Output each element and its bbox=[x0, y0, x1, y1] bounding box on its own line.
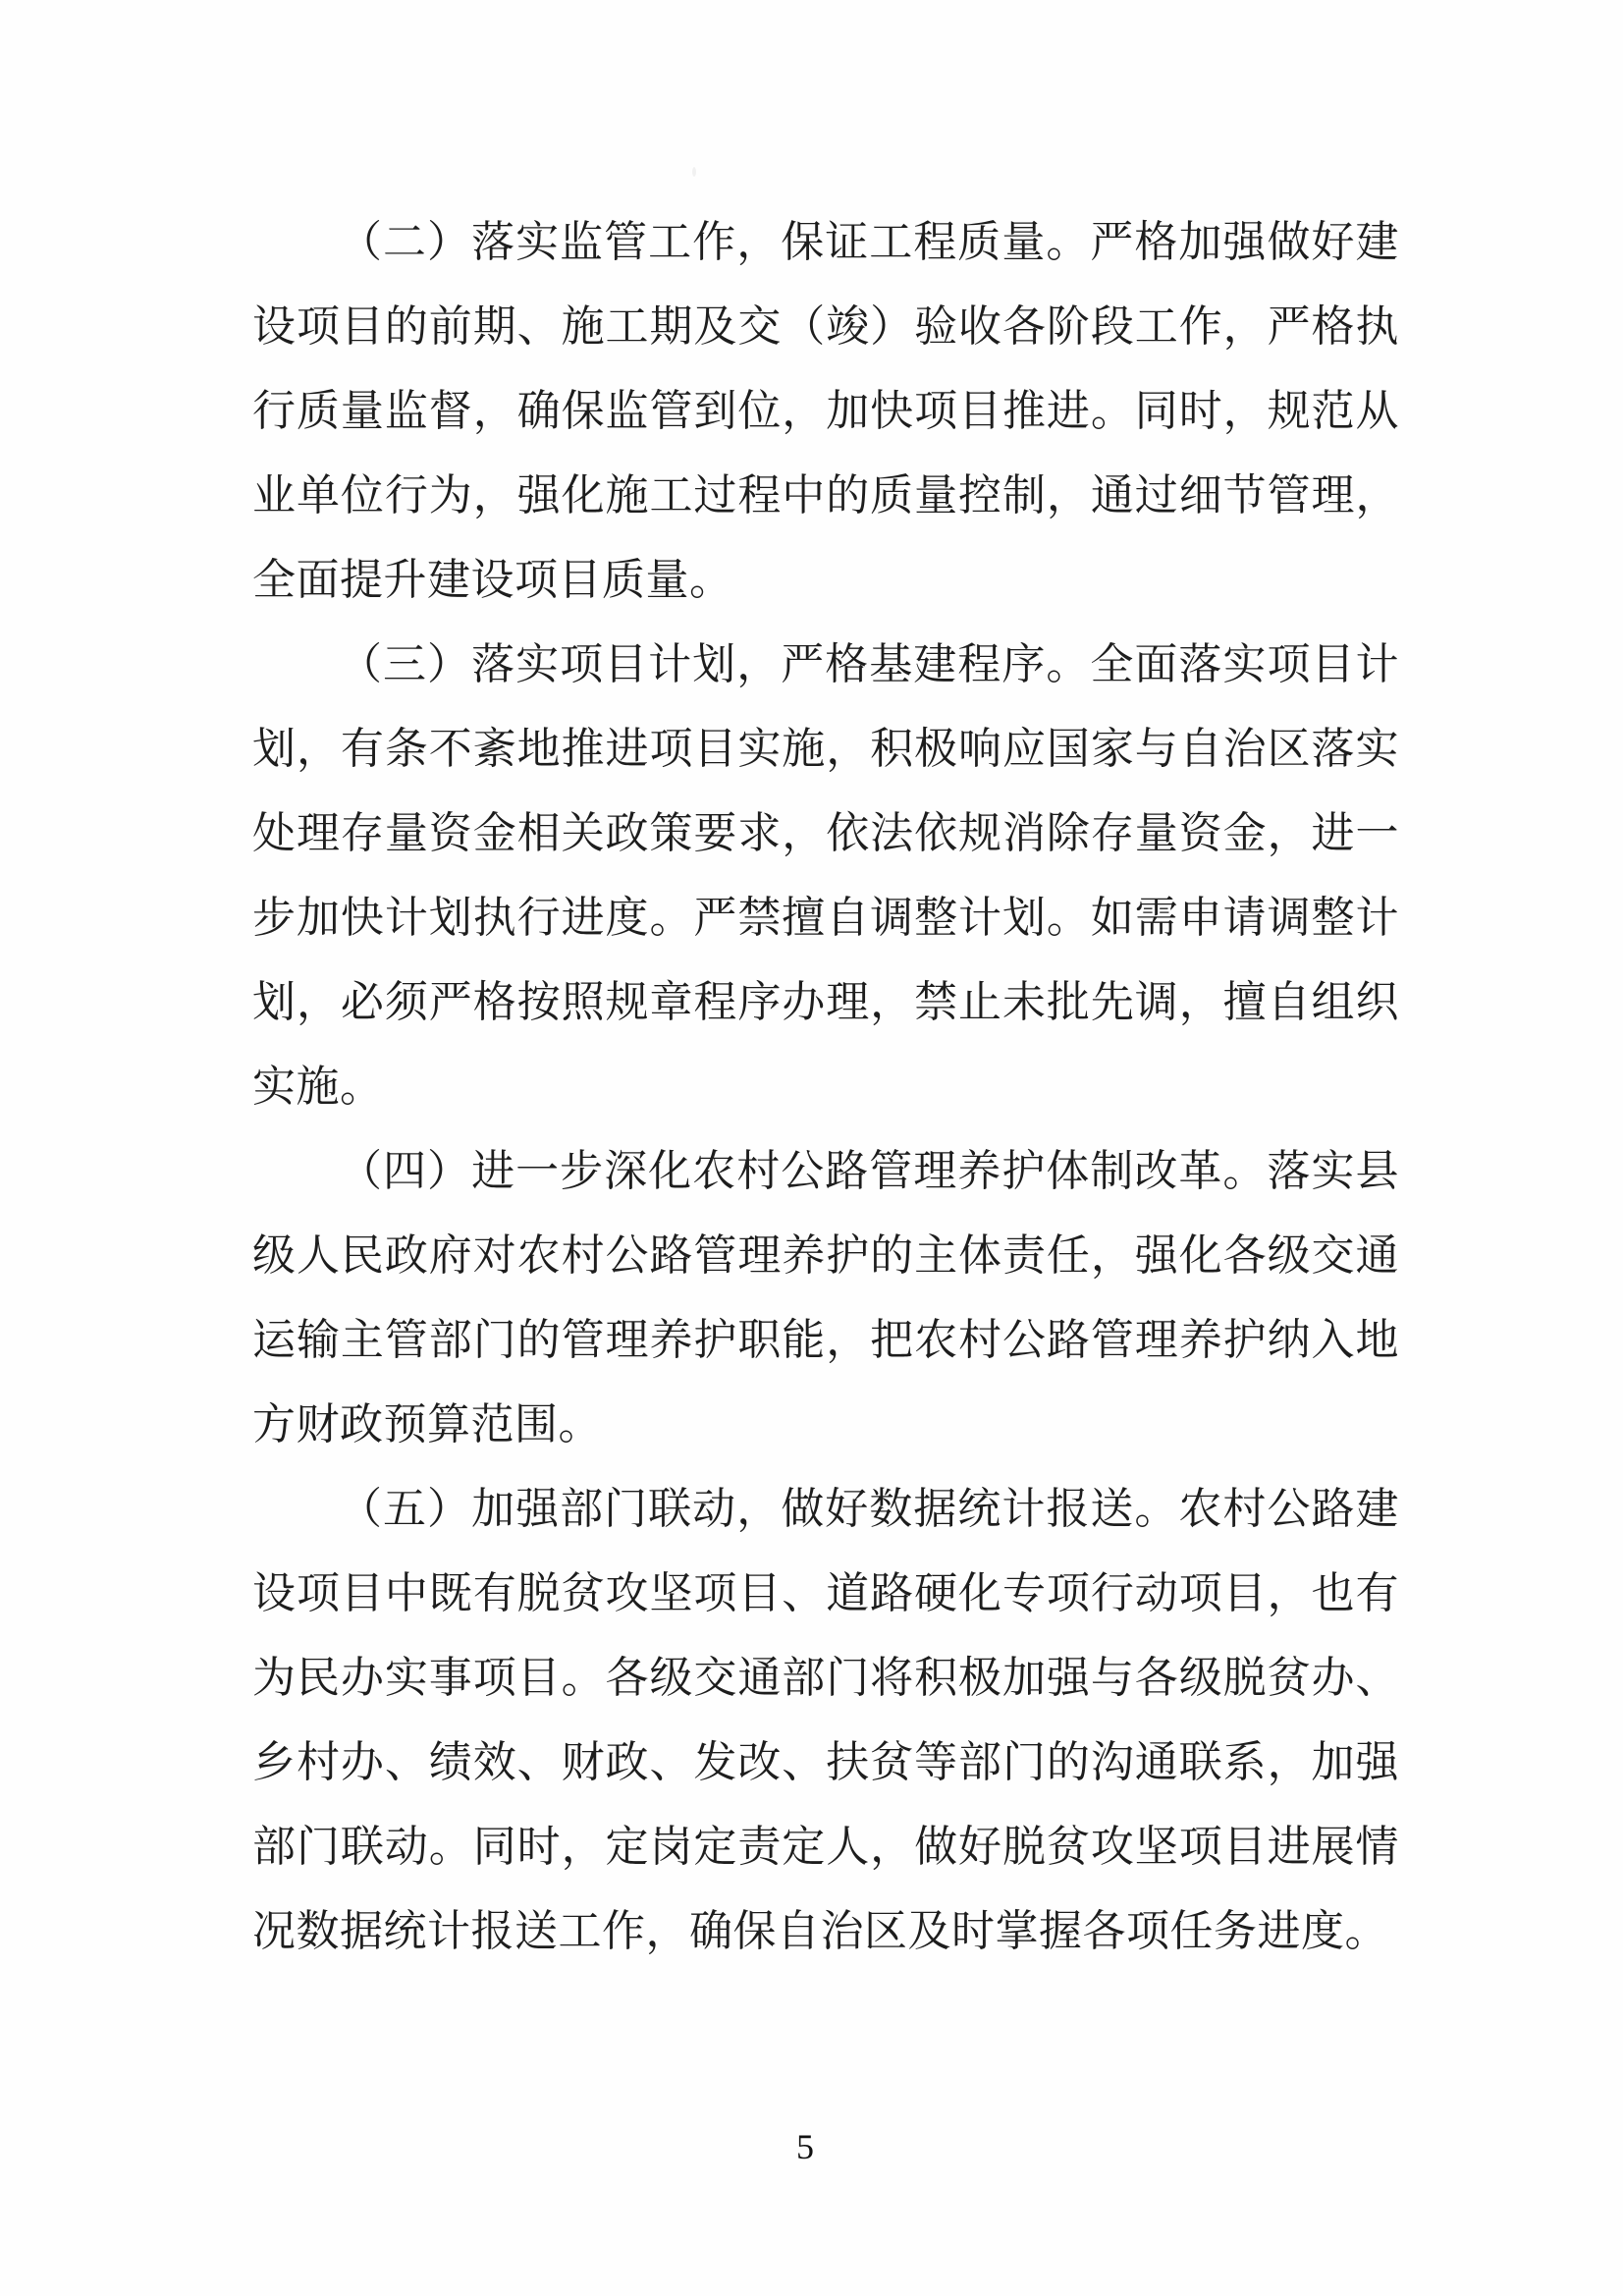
text-line: 况数据统计报送工作，确保自治区及时掌握各项任务进度。 bbox=[252, 1907, 1388, 1955]
text-line: 级人民政府对农村公路管理养护的主体责任，强化各级交通 bbox=[252, 1231, 1399, 1280]
text-line: 设项目的前期、施工期及交（竣）验收各阶段工作，严格执 bbox=[252, 302, 1399, 351]
text-line: （二）落实监管工作，保证工程质量。严格加强做好建 bbox=[339, 218, 1399, 266]
text-line: 业单位行为，强化施工过程中的质量控制，通过细节管理， bbox=[252, 471, 1399, 519]
text-line: 步加快计划执行进度。严禁擅自调整计划。如需申请调整计 bbox=[252, 894, 1399, 942]
text-line: 全面提升建设项目质量。 bbox=[252, 556, 733, 604]
text-line: 方财政预算范围。 bbox=[252, 1400, 602, 1449]
page-number: 5 bbox=[796, 2127, 814, 2166]
text-line: 部门联动。同时，定岗定责定人，做好脱贫攻坚项目进展情 bbox=[252, 1823, 1399, 1871]
text-line: 运输主管部门的管理养护职能，把农村公路管理养护纳入地 bbox=[252, 1316, 1399, 1364]
text-line: 划，必须严格按照规章程序办理，禁止未批先调，擅自组织 bbox=[252, 978, 1399, 1026]
paragraph-3 bbox=[252, 1129, 1399, 1467]
text-line: （四）进一步深化农村公路管理养护体制改革。落实县 bbox=[339, 1147, 1399, 1195]
text-line: （五）加强部门联动，做好数据统计报送。农村公路建 bbox=[339, 1485, 1399, 1533]
text-line: 实施。 bbox=[252, 1063, 384, 1111]
paragraph-2 bbox=[252, 623, 1399, 1129]
text-line: （三）落实项目计划，严格基建程序。全面落实项目计 bbox=[339, 640, 1399, 688]
text-line: 乡村办、绩效、财政、发改、扶贫等部门的沟通联系，加强 bbox=[252, 1738, 1399, 1786]
paragraph-4 bbox=[252, 1467, 1399, 1974]
text-line: 为民办实事项目。各级交通部门将积极加强与各级脱贫办、 bbox=[252, 1654, 1399, 1702]
text-line: 处理存量资金相关政策要求，依法依规消除存量资金，进一 bbox=[252, 809, 1399, 857]
text-line: 设项目中既有脱贫攻坚项目、道路硬化专项行动项目，也有 bbox=[252, 1569, 1399, 1617]
scan-artifact bbox=[692, 167, 696, 177]
document-body bbox=[252, 200, 1399, 1974]
text-line: 划，有条不紊地推进项目实施，积极响应国家与自治区落实 bbox=[252, 725, 1399, 773]
paragraph-1 bbox=[252, 200, 1399, 623]
text-line: 行质量监督，确保监管到位，加快项目推进。同时，规范从 bbox=[252, 387, 1399, 435]
